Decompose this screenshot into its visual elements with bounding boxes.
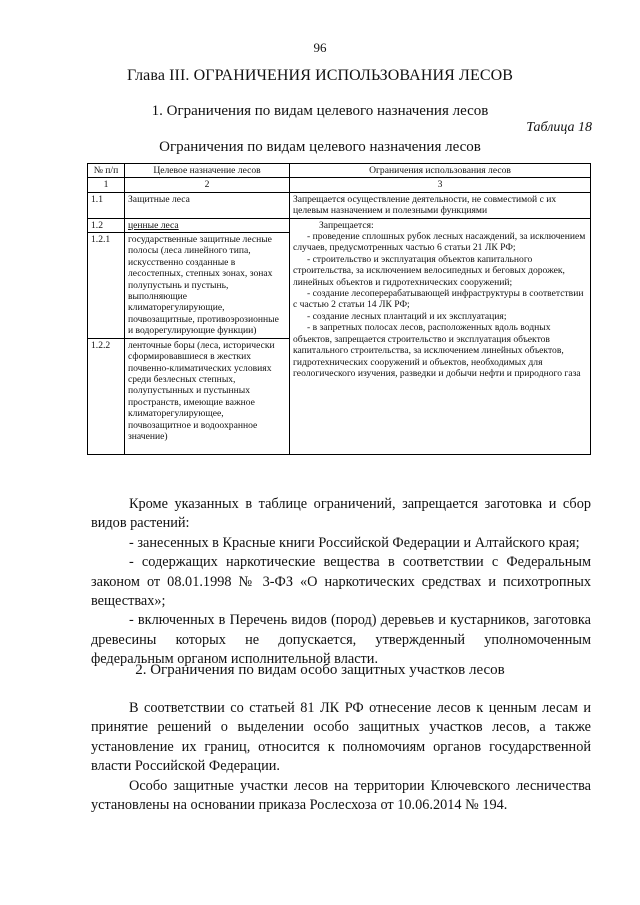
row-num: 1.2.2	[88, 338, 125, 454]
restrictions-cell	[290, 218, 591, 454]
section-title-2: 2. Ограничения по видам особо защитных участков лесов	[135, 662, 505, 678]
header-restrictions: Ограничения использования лесов	[290, 164, 591, 178]
paragraph: Кроме указанных в таблице ограничений, запрещается заготовка и сбор видов растений:	[91, 496, 591, 532]
row-num: 1.1	[88, 192, 125, 218]
colnum-1: 1	[88, 178, 125, 192]
paragraph: В соответствии со статьей 81 ЛК РФ отнесение лесов к ценным лесам и принятие решений о выделении особо защитных участков лесов, а также установление их границ, относится к полномочиям органов государственной власти Российской Федерации.	[91, 700, 591, 775]
paragraph: Особо защитные участки лесов на территории Ключевского лесничества установлены на основании приказа Рослесхоза от 10.06.2014 № 194.	[91, 777, 591, 814]
table-title: Ограничения по видам целевого назначения лесов	[159, 139, 481, 155]
row-num: 1.2.1	[88, 233, 125, 339]
list-item: - включенных в Перечень видов (пород) деревьев и кустарников, заготовка древесины которых не допускается, утвержденный уполномоченным федеральным органом исполнительной власти.	[91, 612, 591, 668]
restriction-item: - создание лесоперерабатывающей инфраструктуры в соответствии с частью 2 статьи 14 ЛК РФ;	[293, 288, 584, 311]
colnum-2: 2	[125, 178, 290, 192]
body-text-block-1	[91, 495, 591, 670]
row-purpose: государственные защитные лесные полосы (леса линейного типа, искусственно созданные в лесостепных, степных зонах, зонах полупустынь и пустынь, выполняющие климаторегулирующие, почвозащитные, противоэрозионные и водорегулирующие функции)	[125, 233, 290, 339]
row-restriction: Запрещается осуществление деятельности, не совместимой с их целевым назначением и полезными функциями	[290, 192, 591, 218]
restriction-item: - в запретных полосах лесов, расположенных вдоль водных объектов, запрещается строительство и эксплуатация объектов капитального строительства, за исключением линейных объектов, гидротехнических сооружений и объектов, необходимых для геологического изучения, разведки и добычи нефти и природного газа	[293, 322, 581, 379]
list-item: - занесенных в Красные книги Российской Федерации и Алтайского края;	[129, 534, 580, 551]
row-purpose-text: ценные леса	[128, 219, 179, 231]
restriction-item: - создание лесных плантаций и их эксплуатация;	[307, 310, 507, 322]
page-number: 96	[313, 40, 327, 55]
restrictions-header: Запрещается:	[319, 219, 374, 231]
restriction-item: - строительство и эксплуатация объектов капитального строительства, за исключением велосипедных и беговых дорожек, линейных объектов и гидротехнических сооружений;	[293, 253, 565, 288]
restrictions-table	[87, 163, 591, 455]
header-num: № п/п	[88, 164, 125, 178]
table-row	[88, 192, 591, 218]
chapter-title: Глава III. ОГРАНИЧЕНИЯ ИСПОЛЬЗОВАНИЯ ЛЕСОВ	[126, 67, 514, 84]
table-colnum-row	[88, 178, 591, 192]
table-number: Таблица 18	[526, 120, 592, 135]
body-text-block-2	[91, 699, 591, 815]
table-row	[88, 218, 591, 232]
list-item: - содержащих наркотические вещества в соответствии с Федеральным законом от 08.01.1998 № 3-ФЗ «О наркотических средствах и психотропных веществах»;	[91, 554, 591, 610]
row-purpose	[125, 218, 290, 232]
section-title-1: 1. Ограничения по видам целевого назначения лесов	[151, 103, 489, 119]
header-purpose: Целевое назначение лесов	[125, 164, 290, 178]
row-purpose: ленточные боры (леса, исторически сформировавшиеся в жестких почвенно-климатических условиях среди безлесных степных, полупустынных и пустынных пространств, имеющие важное климаторегулирующее, почвозащитное и водоохранное значение)	[125, 338, 290, 454]
restriction-item: - проведение сплошных рубок лесных насаждений, за исключением случаев, предусмотренных частью 6 статьи 21 ЛК РФ;	[293, 231, 586, 254]
colnum-3: 3	[290, 178, 591, 192]
row-num: 1.2	[88, 218, 125, 232]
table-header-row	[88, 164, 591, 178]
row-purpose: Защитные леса	[125, 192, 290, 218]
